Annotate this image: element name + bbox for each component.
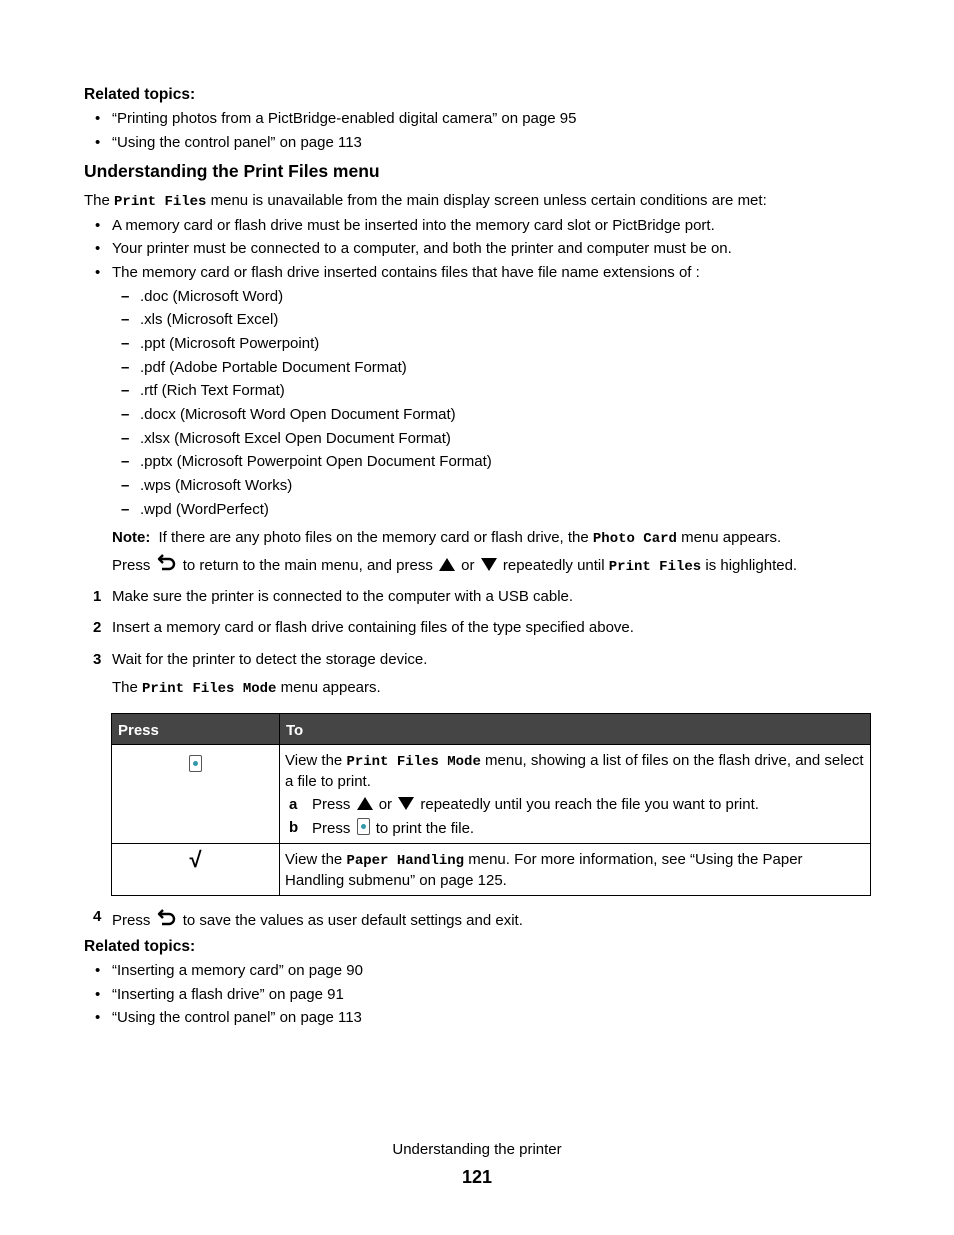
extension-text: .wpd (WordPerfect) (140, 501, 269, 518)
extension-text: .doc (Microsoft Word) (140, 288, 284, 305)
related-link[interactable]: “Inserting a flash drive” on page 91 (112, 986, 344, 1003)
extension-text: .xlsx (Microsoft Excel Open Document Format) (140, 430, 451, 447)
step3-result (112, 679, 381, 697)
checkmark-icon: √ (189, 847, 202, 872)
dash: – (121, 382, 130, 399)
desc-text: menu, showing a list of files on the flash drive, and select a file to print. (285, 752, 864, 790)
column-header: Press (112, 714, 280, 745)
note-text: Press (112, 557, 151, 574)
start-button-icon (189, 755, 202, 772)
back-arrow-icon (157, 908, 177, 932)
note-text: to return to the main menu, and press (182, 557, 433, 574)
sub-step-text: repeatedly until you reach the file you want to print. (420, 796, 759, 813)
section-title: Understanding the Print Files menu (84, 161, 380, 181)
menu-code: Paper Handling (346, 853, 465, 869)
to-cell (280, 745, 871, 844)
page-number: 121 (461, 1167, 493, 1187)
bullet: • (95, 240, 101, 257)
bullet: • (95, 264, 101, 281)
press-cell (112, 844, 280, 896)
extension-text: .docx (Microsoft Word Open Document Format) (140, 406, 456, 423)
desc-text: menu. For more information, see “Using the Paper Handling submenu” on page 125. (285, 851, 803, 889)
step-text (112, 908, 523, 932)
dash: – (121, 288, 130, 305)
extension-text: .wps (Microsoft Works) (140, 477, 293, 494)
extension-text: .pptx (Microsoft Powerpoint Open Document Format) (140, 453, 492, 470)
note-line-2 (112, 553, 797, 577)
extension-text: .ppt (Microsoft Powerpoint) (140, 335, 320, 352)
note-text: is highlighted. (705, 557, 798, 574)
start-button-icon (357, 818, 370, 835)
related-link[interactable]: “Using the control panel” on page 113 (112, 134, 362, 151)
step-text: Insert a memory card or flash drive containing files of the type specified above. (112, 619, 634, 636)
column-header: To (280, 714, 871, 745)
row1-description (285, 751, 865, 792)
sub-step-letter: b (289, 819, 299, 836)
dash: – (121, 453, 130, 470)
table-row (112, 844, 871, 896)
related-topics-heading: Related topics: (84, 86, 196, 103)
desc-text: View the (285, 851, 343, 868)
step-number: 1 (93, 588, 102, 605)
bullet: • (95, 110, 101, 127)
step-text-part: Press (112, 912, 151, 929)
button-function-table (111, 713, 871, 896)
extension-text: .rtf (Rich Text Format) (140, 382, 285, 399)
sub-step-text: Press (312, 820, 351, 837)
sub-step-letter: a (289, 796, 298, 813)
intro-pre: The (84, 192, 110, 209)
step-text-part: to save the values as user default settings and exit. (182, 912, 523, 929)
step-number: 3 (93, 651, 102, 668)
note-line-1 (112, 529, 781, 547)
related-topics-heading: Related topics: (84, 938, 196, 955)
sub-step-b (285, 818, 865, 839)
extension-text: .xls (Microsoft Excel) (140, 311, 279, 328)
extension-text: .pdf (Adobe Portable Document Format) (140, 359, 407, 376)
related-link[interactable]: “Printing photos from a PictBridge-enabled digital camera” on page 95 (112, 110, 577, 127)
intro-paragraph (84, 192, 767, 210)
sub-step-text: or (378, 796, 393, 813)
result-post: menu appears. (280, 679, 381, 696)
menu-code: Print Files (114, 194, 207, 210)
dash: – (121, 406, 130, 423)
dash: – (121, 501, 130, 518)
step-number: 2 (93, 619, 102, 636)
down-arrow-icon (481, 558, 497, 571)
dash: – (121, 430, 130, 447)
step-text: Make sure the printer is connected to the computer with a USB cable. (112, 588, 574, 605)
desc-text: View the (285, 752, 343, 769)
bullet: • (95, 134, 101, 151)
press-cell (112, 745, 280, 844)
sub-step-text: to print the file. (375, 820, 475, 837)
menu-code: Print Files (608, 559, 702, 575)
bullet: • (95, 217, 101, 234)
condition-text: A memory card or flash drive must be inserted into the memory card slot or PictBridge port. (112, 217, 715, 234)
sub-step-a (285, 795, 865, 815)
condition-text: The memory card or flash drive inserted contains files that have file name extensions of : (112, 264, 700, 281)
step-text: Wait for the printer to detect the storage device. (112, 651, 428, 668)
dash: – (121, 335, 130, 352)
sub-step-text: Press (312, 796, 351, 813)
menu-code: Print Files Mode (346, 754, 481, 770)
to-cell (280, 844, 871, 896)
bullet: • (95, 986, 101, 1003)
dash: – (121, 477, 130, 494)
intro-post: menu is unavailable from the main display screen unless certain conditions are met: (210, 192, 767, 209)
note-text: or (461, 557, 475, 574)
related-link[interactable]: “Using the control panel” on page 113 (112, 1009, 362, 1026)
related-link[interactable]: “Inserting a memory card” on page 90 (112, 962, 363, 979)
note-text: menu appears. (681, 529, 782, 546)
back-arrow-icon (157, 553, 177, 577)
table-row (112, 745, 871, 844)
menu-code: Print Files Mode (142, 681, 277, 697)
dash: – (121, 359, 130, 376)
up-arrow-icon (357, 797, 373, 810)
bullet: • (95, 962, 101, 979)
note-text: repeatedly until (502, 557, 605, 574)
note-text: If there are any photo files on the memory card or flash drive, the (158, 529, 589, 546)
step-number: 4 (93, 908, 102, 925)
up-arrow-icon (439, 558, 455, 571)
condition-text: Your printer must be connected to a computer, and both the printer and computer must be on. (112, 240, 732, 257)
bullet: • (95, 1009, 101, 1026)
menu-code: Photo Card (592, 531, 677, 547)
result-pre: The (112, 679, 138, 696)
note-label: Note: (112, 529, 151, 546)
down-arrow-icon (398, 797, 414, 810)
dash: – (121, 311, 130, 328)
footer-section-name: Understanding the printer (392, 1141, 562, 1158)
table-header-row (112, 714, 871, 745)
